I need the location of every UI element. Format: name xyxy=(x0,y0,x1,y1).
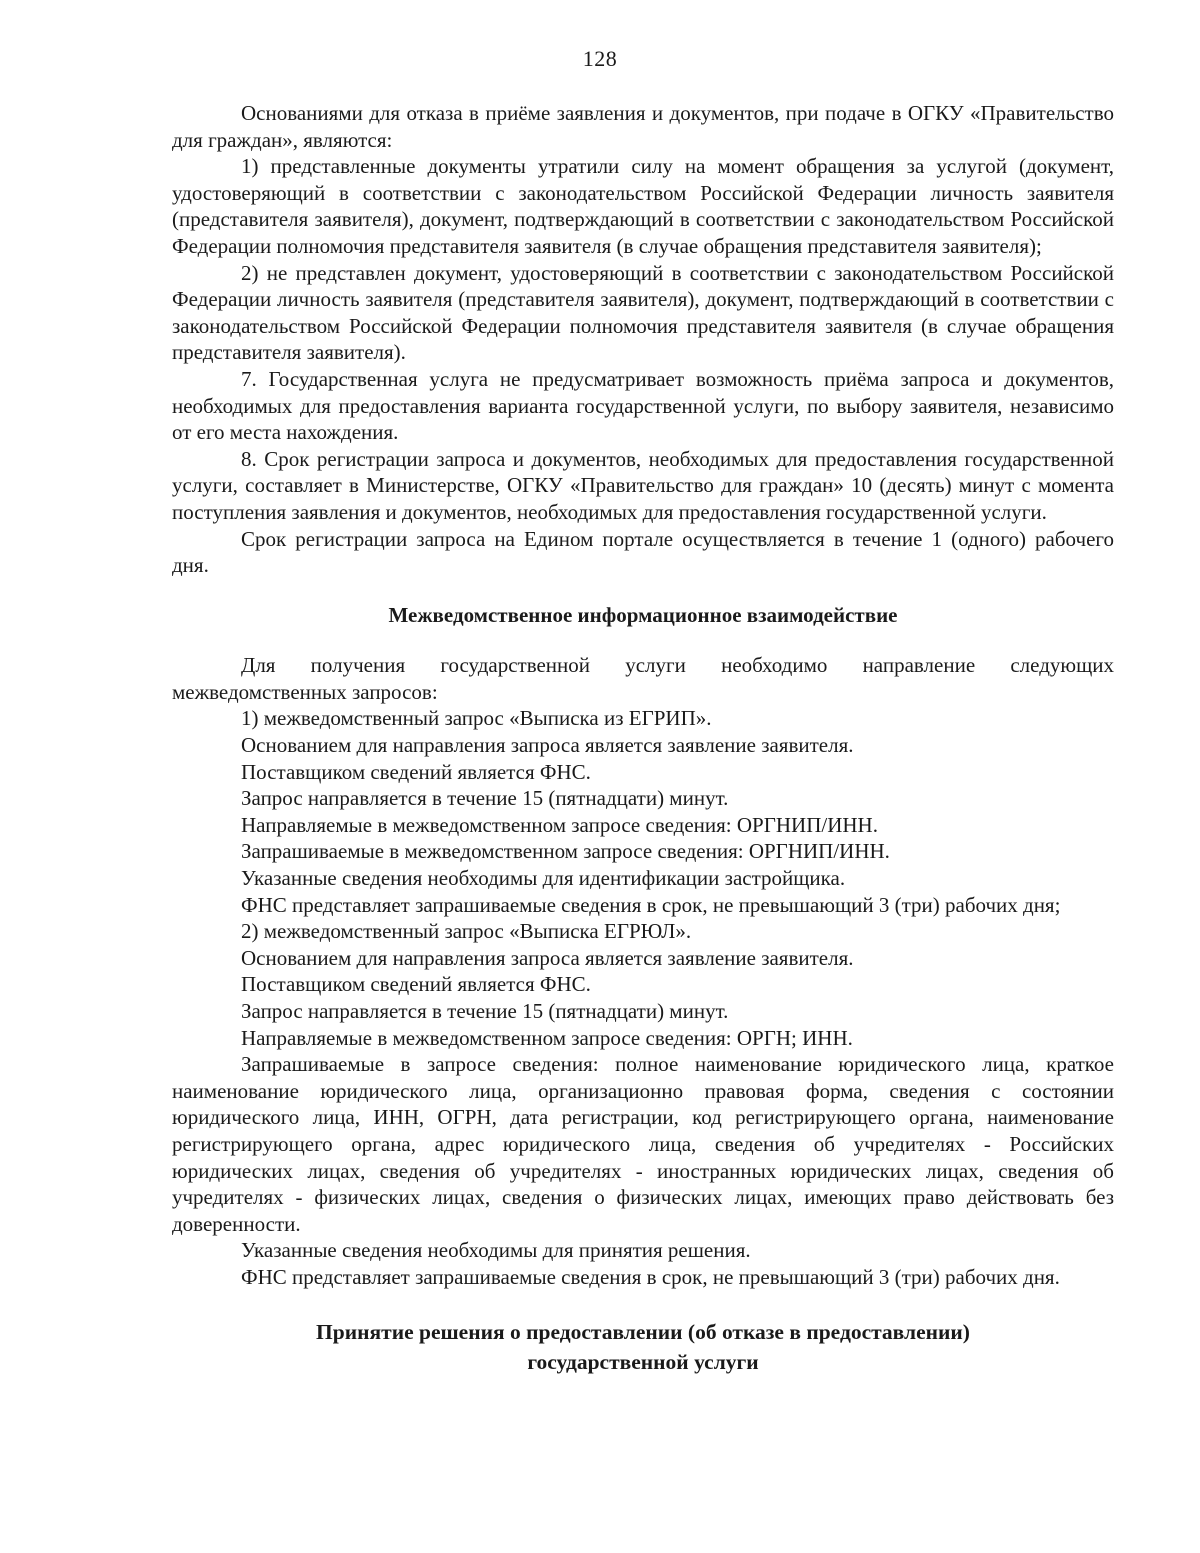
egrip-basis: Основанием для направления запроса является заявление заявителя. xyxy=(241,733,854,758)
egrip-requested-data: Запрашиваемые в межведомственном запросе сведения: ОРГНИП/ИНН. xyxy=(241,839,890,864)
egrul-requested-data: Запрашиваемые в запросе сведения: полное наименование юридического лица, краткое наименование юридического лица, организационно правовая форма, сведения с состоянии юридического лица, ИНН, ОГРН, дата регистрации, код регистрирующего органа, наименование регистрирующего органа, адрес юридического лица, сведения об учредителях - Российских юридических лицах, сведения об учредителях - иностранных юридических лицах, сведения об учредителях - физических лицах, сведения о физических лицах, имеющих право действовать без доверенности. xyxy=(172,1052,1114,1236)
document-body xyxy=(172,100,1114,1377)
paragraph-refusal-item-1: 1) представленные документы утратили силу на момент обращения за услугой (документ, удостоверяющий в соответствии с законодательством Российской Федерации личность заявителя (представителя заявителя), документ, подтверждающий в соответствии с законодательством Российской Федерации полномочия представителя заявителя (в случае обращения представителя заявителя); xyxy=(172,154,1114,258)
paragraph-interagency-intro: Для получения государственной услуги необходимо направление следующих межведомственных запросов: xyxy=(172,653,1114,704)
paragraph-refusal-grounds: Основаниями для отказа в приёме заявления и документов, при подаче в ОГКУ «Правительство для граждан», являются: xyxy=(172,101,1114,152)
paragraph-clause-7: 7. Государственная услуга не предусматривает возможность приёма запроса и документов, необходимых для предоставления варианта государственной услуги, по выбору заявителя, независимо от его места нахождения. xyxy=(172,366,1114,445)
paragraph-clause-8: 8. Срок регистрации запроса и документов, необходимых для предоставления государственной услуги, составляет в Министерстве, ОГКУ «Правительство для граждан» 10 (десять) минут с момента поступления заявления и документов, необходимых для предоставления государственной услуги. xyxy=(172,446,1114,524)
section-heading-decision-line2: государственной услуги xyxy=(527,1349,759,1374)
section-heading-interagency: Межведомственное информационное взаимодействие xyxy=(388,602,898,627)
section-heading-decision-line1: Принятие решения о предоставлении (об отказе в предоставлении) xyxy=(316,1319,970,1344)
egrul-send-time: Запрос направляется в течение 15 (пятнадцати) минут. xyxy=(241,999,729,1023)
section-heading-decision xyxy=(172,1317,1114,1377)
egrul-sent-data: Направляемые в межведомственном запросе сведения: ОРГН; ИНН. xyxy=(241,1025,853,1050)
egrul-basis: Основанием для направления запроса является заявление заявителя. xyxy=(241,945,854,970)
paragraph-refusal-item-2: 2) не представлен документ, удостоверяющий в соответствии с законодательством Российской Федерации личность заявителя (представителя заявителя), документ, подтверждающий в соответствии с законодательством Российской Федерации полномочия представителя заявителя (в случае обращения представителя заявителя). xyxy=(172,260,1114,365)
egrul-purpose: Указанные сведения необходимы для принятия решения. xyxy=(241,1238,751,1263)
egrul-request-title: 2) межведомственный запрос «Выписка ЕГРЮЛ». xyxy=(241,919,692,944)
page-number: 128 xyxy=(582,46,618,71)
egrip-request-title: 1) межведомственный запрос «Выписка из ЕГРИП». xyxy=(241,706,712,731)
egrul-supplier: Поставщиком сведений является ФНС. xyxy=(241,972,591,997)
egrip-supplier: Поставщиком сведений является ФНС. xyxy=(241,759,591,784)
egrip-sent-data: Направляемые в межведомственном запросе сведения: ОРГНИП/ИНН. xyxy=(241,812,878,837)
egrip-purpose: Указанные сведения необходимы для идентификации застройщика. xyxy=(241,866,846,891)
paragraph-portal-registration-term: Срок регистрации запроса на Едином портале осуществляется в течение 1 (одного) рабочего дня. xyxy=(172,526,1114,578)
egrip-send-time: Запрос направляется в течение 15 (пятнадцати) минут. xyxy=(241,786,729,811)
egrul-response-term: ФНС представляет запрашиваемые сведения в срок, не превышающий 3 (три) рабочих дня. xyxy=(241,1264,1060,1289)
egrip-response-term: ФНС представляет запрашиваемые сведения в срок, не превышающий 3 (три) рабочих дня; xyxy=(241,892,1061,917)
